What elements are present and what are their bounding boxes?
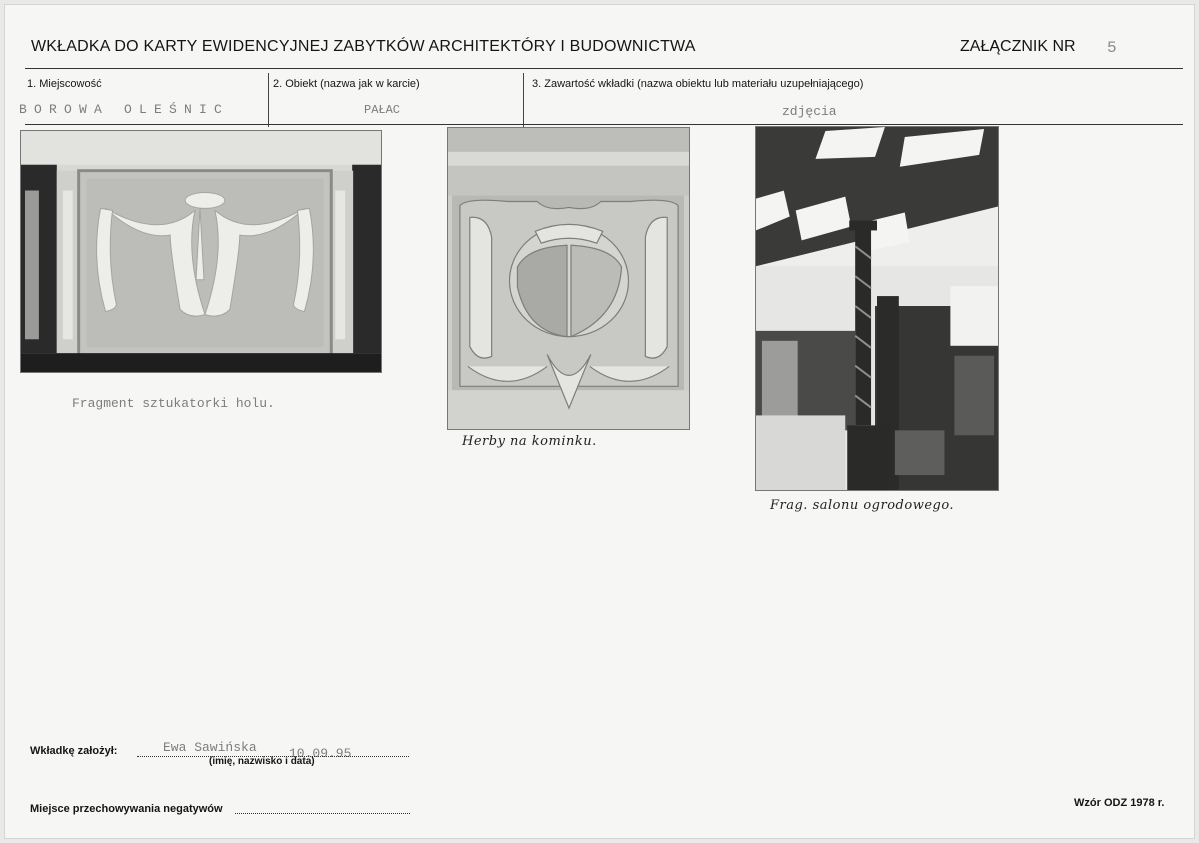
created-by-value: Ewa Sawińska <box>163 740 257 755</box>
photo-coats-of-arms <box>447 127 690 430</box>
photo-arms-caption: Herby na kominku. <box>462 434 597 449</box>
photo-stucco-panel <box>20 130 382 373</box>
object-value: PAŁAC <box>364 103 401 117</box>
photo-salon-caption: Frag. salonu ogrodowego. <box>770 498 955 513</box>
created-by-label: Wkładkę założył: <box>30 745 118 757</box>
created-by-hint: (imię, nazwisko i data) <box>209 756 315 767</box>
contents-label: 3. Zawartość wkładki (nazwa obiektu lub materiału uzupełniającego) <box>532 78 864 90</box>
annex-number: 5 <box>1107 39 1117 57</box>
form-id: Wzór ODZ 1978 r. <box>1074 797 1165 809</box>
photo-garden-salon <box>755 126 999 491</box>
negatives-line <box>235 813 410 814</box>
contents-value: zdjęcia <box>782 104 837 119</box>
object-label: 2. Obiekt (nazwa jak w karcie) <box>273 78 420 90</box>
record-sheet <box>4 4 1195 839</box>
header-rule <box>25 68 1183 69</box>
created-date: 10.09.95 <box>289 746 352 761</box>
locality-value: BOROWA OLEŚNIC <box>19 102 230 117</box>
locality-label: 1. Miejscowość <box>27 78 102 90</box>
fields-rule <box>25 124 1183 125</box>
column-divider-2 <box>523 73 524 127</box>
negatives-label: Miejsce przechowywania negatywów <box>30 803 223 815</box>
column-divider-1 <box>268 73 269 127</box>
annex-label: ZAŁĄCZNIK NR <box>960 38 1076 55</box>
form-title: WKŁADKA DO KARTY EWIDENCYJNEJ ZABYTKÓW ARCHITEKTÓRY I BUDOWNICTWA <box>31 38 696 55</box>
photo-stucco-caption: Fragment sztukatorki holu. <box>72 396 275 411</box>
